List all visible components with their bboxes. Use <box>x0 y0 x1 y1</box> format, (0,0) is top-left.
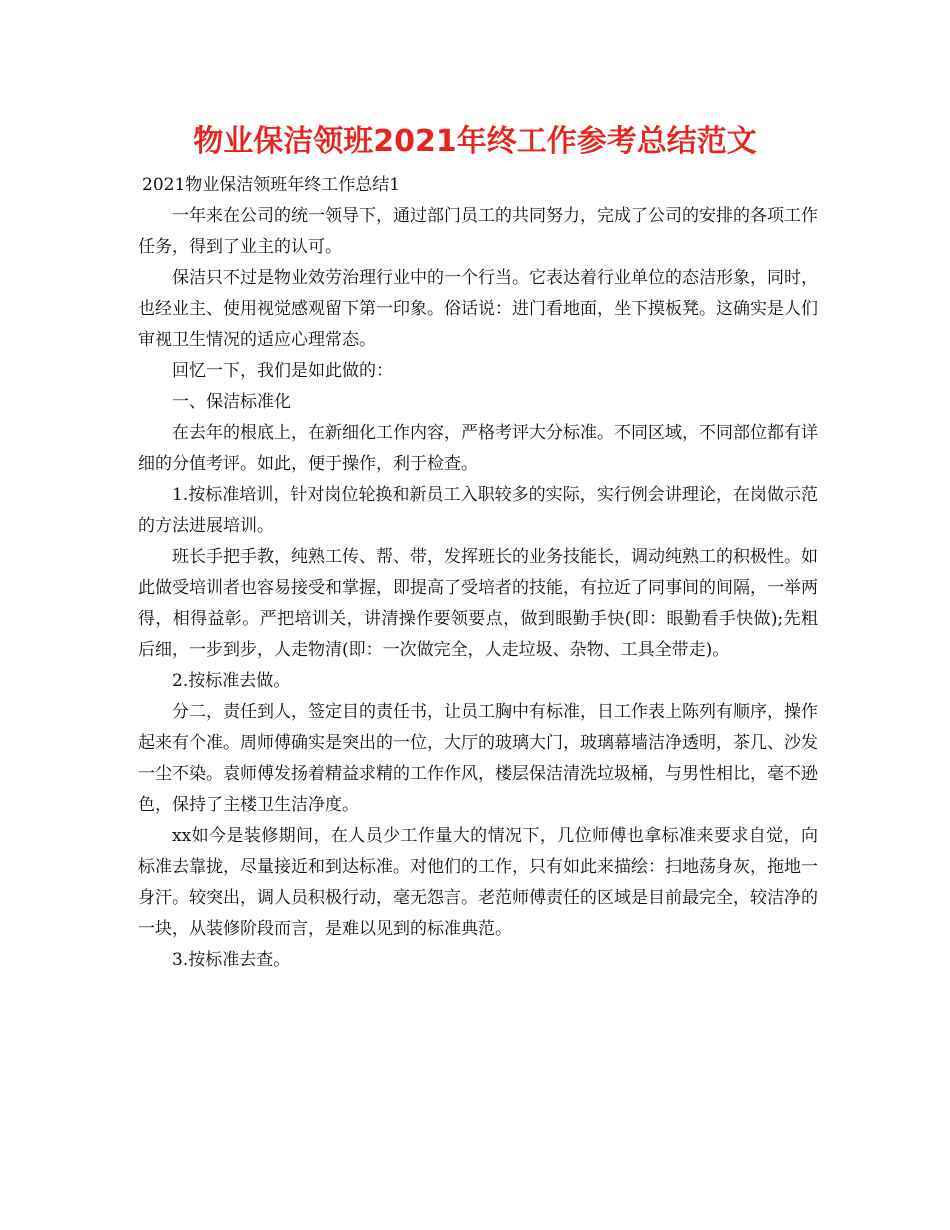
list-item-heading: 3.按标准去查。 <box>172 950 291 970</box>
paragraph: xx如今是装修期间，在人员少工作量大的情况下，几位师傅也拿标准来要求自觉，向标准去靠拢，尽量接近和到达标准。对他们的工作，只有如此来描绘：扫地荡身灰，拖地一身汗。较突出，调人员积极行动，毫无怨言。老范师傅责任的区域是目前最完全，较洁净的一块，从装修阶段而言，是难以见到的标准典范。 <box>138 826 818 939</box>
paragraph: 班长手把手教，纯熟工传、帮、带，发挥班长的业务技能长，调动纯熟工的积极性。如此做受培训者也容易接受和掌握，即提高了受培者的技能，有拉近了同事间的间隔，一举两得，相得益彰。严把培训关，讲清操作要领要点，做到眼勤手快(即：眼勤看手快做);先粗后细，一步到步，人走物清(即：一次做完全，人走垃圾、杂物、工具全带走)。 <box>138 547 818 660</box>
paragraph: 回忆一下，我们是如此做的： <box>172 361 393 381</box>
paragraph: 分二，责任到人，签定目的责任书，让员工胸中有标准，日工作表上陈列有顺序，操作起来有个准。周师傅确实是突出的一位，大厅的玻璃大门，玻璃幕墙洁净透明，茶几、沙发一尘不染。袁师傅发扬着精益求精的工作作风，楼层保洁清洗垃圾桶，与男性相比，毫不逊色，保持了主楼卫生洁净度。 <box>138 702 818 815</box>
list-item-heading: 2.按标准去做。 <box>172 671 291 691</box>
paragraph: 保洁只不过是物业效劳治理行业中的一个行当。它表达着行业单位的态洁形象，同时，也经业主、使用视觉感观留下第一印象。俗话说：进门看地面，坐下摸板凳。这确实是人们审视卫生情况的适应心理常态。 <box>138 268 818 350</box>
paragraph: 一年来在公司的统一领导下，通过部门员工的共同努力，完成了公司的安排的各项工作任务，得到了业主的认可。 <box>138 206 818 257</box>
paragraph: 在去年的根底上，在新细化工作内容，严格考评大分标准。不同区域，不同部位都有详细的分值考评。如此，便于操作，利于检查。 <box>138 423 818 474</box>
document-title: 物业保洁领班2021年终工作参考总结范文 <box>193 124 757 159</box>
document-subtitle: 2021物业保洁领班年终工作总结1 <box>142 175 401 195</box>
paragraph: 1.按标准培训，针对岗位轮换和新员工入职较多的实际，实行例会讲理论，在岗做示范的方法进展培训。 <box>138 485 818 536</box>
section-heading: 一、保洁标准化 <box>172 392 291 412</box>
document-body <box>138 170 818 976</box>
